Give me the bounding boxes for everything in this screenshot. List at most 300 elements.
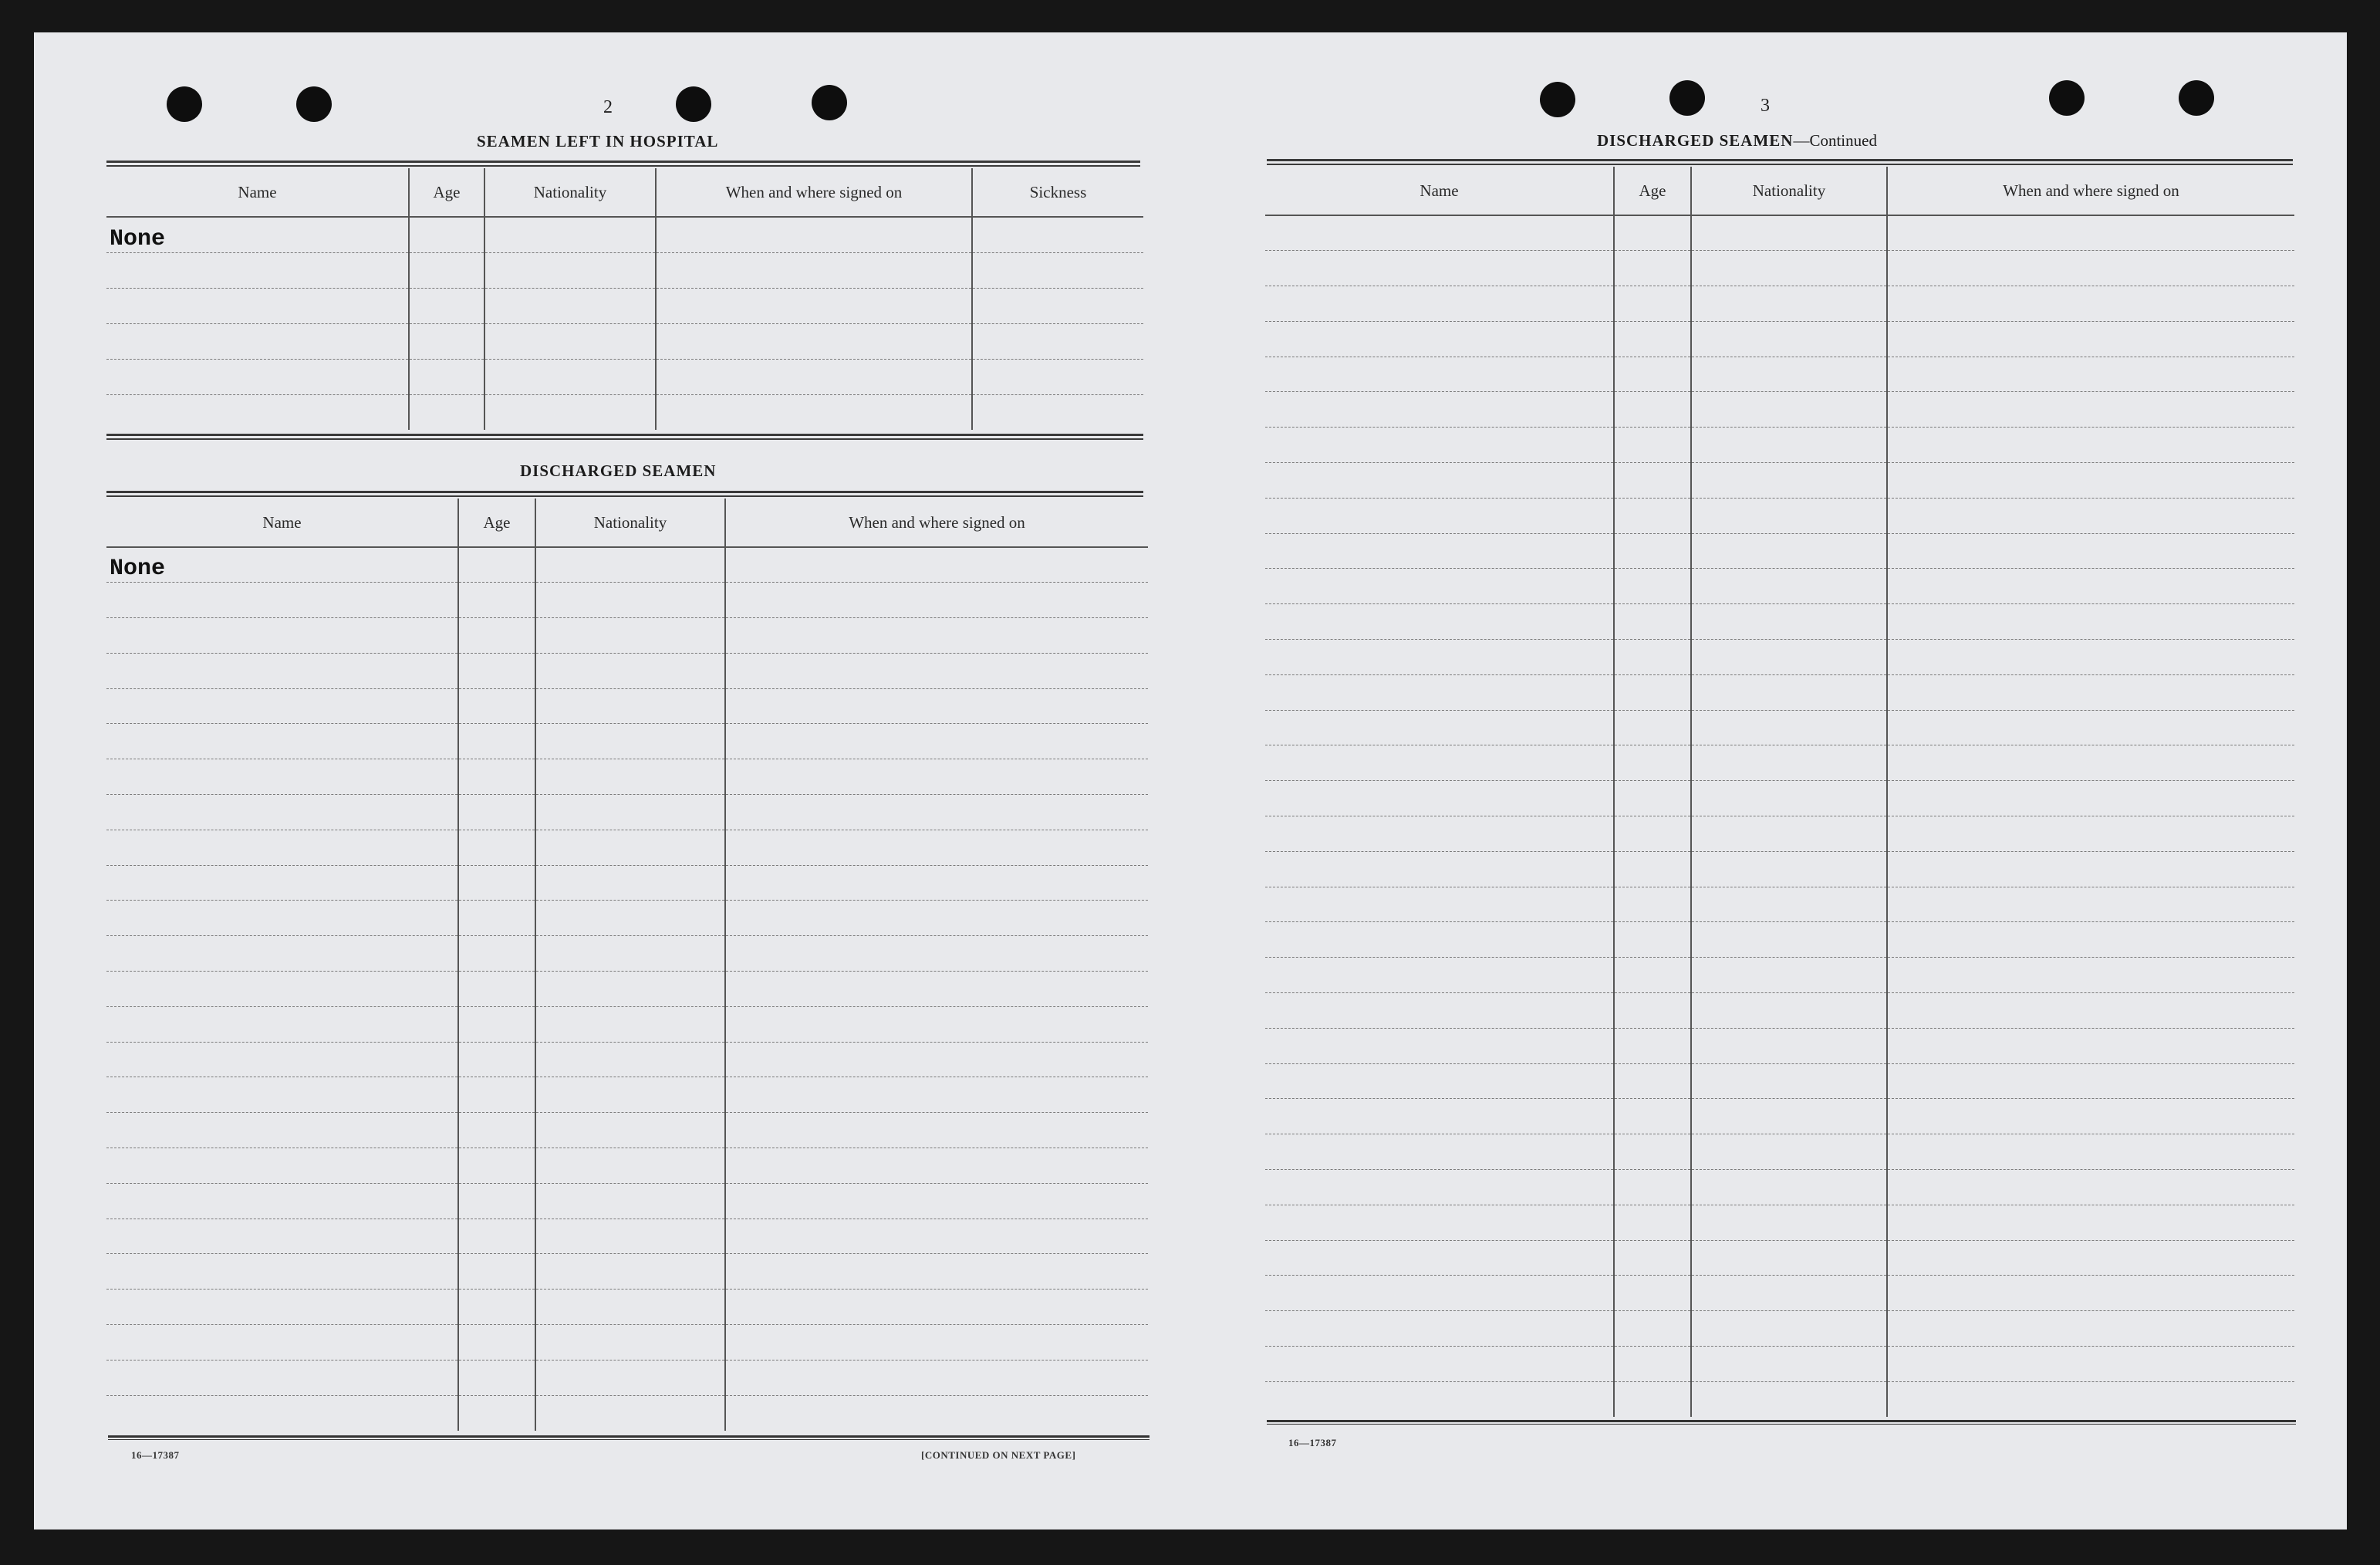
continued-row xyxy=(1265,781,2294,816)
continued-cell xyxy=(1614,816,1691,852)
discharged-cell xyxy=(458,1360,535,1395)
discharged-column-header: Age xyxy=(458,499,535,547)
continued-cell xyxy=(1691,533,1887,569)
discharged-cell xyxy=(106,583,458,618)
document-sheet xyxy=(34,32,2347,1530)
discharged-cell xyxy=(458,1042,535,1077)
continued-cell xyxy=(1614,781,1691,816)
discharged-cell xyxy=(535,1148,725,1184)
punch-hole xyxy=(2179,80,2214,116)
hospital-bottom-rule xyxy=(106,434,1143,440)
discharged-row xyxy=(106,547,1148,583)
discharged-cell xyxy=(458,1113,535,1148)
continued-cell xyxy=(1887,922,2294,958)
form-code-left: 16—17387 xyxy=(131,1449,180,1461)
continued-cell xyxy=(1265,251,1614,286)
continued-row xyxy=(1265,392,2294,428)
continued-cell xyxy=(1614,392,1691,428)
discharged-cell xyxy=(458,653,535,688)
continued-row xyxy=(1265,251,2294,286)
continued-cell xyxy=(1887,569,2294,604)
hospital-cell xyxy=(409,217,484,252)
discharged-cell xyxy=(535,865,725,901)
discharged-cell xyxy=(725,724,1148,759)
discharged-cell xyxy=(725,1360,1148,1395)
discharged-cell xyxy=(458,1395,535,1431)
continued-cell xyxy=(1691,463,1887,499)
continued-row xyxy=(1265,428,2294,463)
discharged-cell xyxy=(458,1077,535,1113)
continued-cell xyxy=(1691,498,1887,533)
discharged-cell xyxy=(106,972,458,1007)
continued-cell xyxy=(1265,710,1614,745)
discharged-cell xyxy=(106,653,458,688)
hospital-row xyxy=(106,359,1143,394)
hospital-row xyxy=(106,323,1143,359)
continued-row xyxy=(1265,674,2294,710)
discharged-row xyxy=(106,724,1148,759)
continued-row xyxy=(1265,463,2294,499)
discharged-cell xyxy=(535,901,725,936)
continued-cell xyxy=(1887,251,2294,286)
continued-cell xyxy=(1265,321,1614,357)
continued-column-header: When and where signed on xyxy=(1887,167,2294,215)
continued-row xyxy=(1265,1347,2294,1382)
discharged-cell xyxy=(535,1183,725,1219)
continued-row xyxy=(1265,1170,2294,1205)
punch-hole xyxy=(812,85,847,120)
continued-table xyxy=(1265,167,2294,1417)
hospital-header-row xyxy=(106,168,1143,217)
discharged-cell xyxy=(535,547,725,583)
continued-cell xyxy=(1265,851,1614,887)
continued-cell xyxy=(1265,533,1614,569)
discharged-column-header: Nationality xyxy=(535,499,725,547)
hospital-cell xyxy=(484,252,656,288)
continued-cell xyxy=(1265,1028,1614,1063)
discharged-cell xyxy=(106,1183,458,1219)
discharged-cell xyxy=(725,1254,1148,1290)
hospital-cell xyxy=(972,217,1143,252)
continued-cell xyxy=(1691,392,1887,428)
hospital-cell xyxy=(409,394,484,430)
hospital-column-header: Sickness xyxy=(972,168,1143,217)
discharged-cell xyxy=(725,1325,1148,1361)
discharged-cell xyxy=(106,1042,458,1077)
continued-row xyxy=(1265,215,2294,251)
continued-cell xyxy=(1614,286,1691,322)
continued-section-heading xyxy=(1597,131,1877,150)
discharged-cell xyxy=(535,1325,725,1361)
discharged-cell xyxy=(458,795,535,830)
continued-row xyxy=(1265,816,2294,852)
continued-cell xyxy=(1691,569,1887,604)
discharged-cell xyxy=(106,1325,458,1361)
discharged-cell xyxy=(458,1006,535,1042)
discharged-row xyxy=(106,1042,1148,1077)
hospital-cell xyxy=(656,394,972,430)
continued-cell xyxy=(1691,251,1887,286)
discharged-cell xyxy=(725,936,1148,972)
hospital-cell xyxy=(484,217,656,252)
discharged-cell xyxy=(106,830,458,865)
discharged-bottom-rule xyxy=(108,1435,1149,1440)
discharged-row xyxy=(106,865,1148,901)
continued-cell xyxy=(1887,1028,2294,1063)
discharged-row xyxy=(106,653,1148,688)
continued-cell xyxy=(1265,1170,1614,1205)
discharged-cell xyxy=(106,795,458,830)
form-code-right: 16—17387 xyxy=(1288,1437,1337,1448)
continued-cell xyxy=(1614,745,1691,781)
discharged-cell xyxy=(106,688,458,724)
hospital-cell xyxy=(972,323,1143,359)
discharged-cell xyxy=(535,1254,725,1290)
continued-cell xyxy=(1691,1240,1887,1276)
continued-cell xyxy=(1887,745,2294,781)
continued-row xyxy=(1265,922,2294,958)
continued-cell xyxy=(1691,958,1887,993)
continued-cell xyxy=(1614,1028,1691,1063)
continued-cell xyxy=(1691,1099,1887,1134)
continued-row xyxy=(1265,1134,2294,1170)
continued-row xyxy=(1265,745,2294,781)
discharged-cell xyxy=(535,1395,725,1431)
continued-cell xyxy=(1614,428,1691,463)
continued-cell xyxy=(1887,674,2294,710)
discharged-cell xyxy=(535,1219,725,1254)
discharged-row xyxy=(106,1148,1148,1184)
discharged-cell xyxy=(458,618,535,654)
continued-row xyxy=(1265,1381,2294,1417)
continued-row xyxy=(1265,357,2294,392)
continued-header-row xyxy=(1265,167,2294,215)
continued-cell xyxy=(1887,640,2294,675)
continued-cell xyxy=(1691,710,1887,745)
discharged-cell xyxy=(535,830,725,865)
discharged-row xyxy=(106,1325,1148,1361)
hospital-column-header: When and where signed on xyxy=(656,168,972,217)
continued-cell xyxy=(1265,1347,1614,1382)
discharged-cell xyxy=(535,936,725,972)
hospital-cell xyxy=(972,288,1143,323)
discharged-cell xyxy=(725,1395,1148,1431)
discharged-row xyxy=(106,936,1148,972)
discharged-cell xyxy=(458,1148,535,1184)
discharged-cell xyxy=(725,1006,1148,1042)
continued-row xyxy=(1265,1205,2294,1240)
discharged-table xyxy=(106,499,1148,1431)
continued-cell xyxy=(1614,993,1691,1029)
punch-hole xyxy=(296,86,332,122)
discharged-cell xyxy=(458,688,535,724)
continued-cell xyxy=(1614,251,1691,286)
discharged-cell xyxy=(106,1254,458,1290)
discharged-cell xyxy=(106,1148,458,1184)
hospital-cell xyxy=(409,252,484,288)
continued-cell xyxy=(1614,533,1691,569)
discharged-cell xyxy=(458,901,535,936)
continued-top-rule xyxy=(1267,159,2293,165)
discharged-cell: None xyxy=(106,547,458,583)
discharged-cell xyxy=(725,972,1148,1007)
continued-cell xyxy=(1265,640,1614,675)
hospital-cell xyxy=(656,288,972,323)
continued-cell xyxy=(1691,922,1887,958)
hospital-cell xyxy=(484,288,656,323)
discharged-header-row xyxy=(106,499,1148,547)
continued-column-header: Age xyxy=(1614,167,1691,215)
continued-cell xyxy=(1614,674,1691,710)
continued-cell xyxy=(1265,745,1614,781)
discharged-row xyxy=(106,1077,1148,1113)
continued-cell xyxy=(1887,428,2294,463)
continued-cell xyxy=(1265,1276,1614,1311)
continued-cell xyxy=(1614,1205,1691,1240)
continued-cell xyxy=(1887,851,2294,887)
continued-cell xyxy=(1691,887,1887,922)
hospital-cell xyxy=(656,359,972,394)
discharged-cell xyxy=(106,1077,458,1113)
punch-hole xyxy=(1540,82,1575,117)
continued-row xyxy=(1265,958,2294,993)
discharged-cell xyxy=(106,1360,458,1395)
discharged-cell xyxy=(725,1183,1148,1219)
continued-row xyxy=(1265,1276,2294,1311)
continued-cell xyxy=(1887,463,2294,499)
discharged-cell xyxy=(535,1006,725,1042)
continued-row xyxy=(1265,1063,2294,1099)
discharged-cell xyxy=(458,972,535,1007)
discharged-cell xyxy=(725,1077,1148,1113)
discharged-cell xyxy=(106,1006,458,1042)
continued-cell xyxy=(1887,1347,2294,1382)
discharged-top-rule xyxy=(106,491,1143,497)
discharged-cell xyxy=(458,830,535,865)
discharged-row xyxy=(106,1290,1148,1325)
continued-cell xyxy=(1265,604,1614,640)
continued-cell xyxy=(1265,463,1614,499)
continued-heading-suffix: —Continued xyxy=(1793,131,1877,150)
continued-cell xyxy=(1691,1276,1887,1311)
discharged-cell xyxy=(458,583,535,618)
page-number-right: 3 xyxy=(1761,96,1770,116)
continued-cell xyxy=(1614,569,1691,604)
continued-cell xyxy=(1887,958,2294,993)
continued-cell xyxy=(1691,1063,1887,1099)
discharged-cell xyxy=(106,1395,458,1431)
discharged-cell xyxy=(725,1290,1148,1325)
continued-cell xyxy=(1265,1099,1614,1134)
discharged-row xyxy=(106,1113,1148,1148)
continued-cell xyxy=(1265,569,1614,604)
hospital-cell xyxy=(409,359,484,394)
discharged-cell xyxy=(535,1360,725,1395)
continued-cell xyxy=(1614,710,1691,745)
continued-cell xyxy=(1614,321,1691,357)
discharged-cell xyxy=(725,547,1148,583)
hospital-cell xyxy=(106,394,409,430)
punch-hole xyxy=(167,86,202,122)
continued-row xyxy=(1265,533,2294,569)
hospital-section-heading: SEAMEN LEFT IN HOSPITAL xyxy=(477,132,719,150)
continued-cell xyxy=(1887,321,2294,357)
punch-hole xyxy=(676,86,711,122)
continued-cell xyxy=(1691,851,1887,887)
discharged-cell xyxy=(535,795,725,830)
continued-cell xyxy=(1614,1381,1691,1417)
continued-row xyxy=(1265,286,2294,322)
discharged-cell xyxy=(725,759,1148,795)
continued-cell xyxy=(1614,640,1691,675)
hospital-cell xyxy=(656,217,972,252)
discharged-cell xyxy=(106,936,458,972)
continued-cell xyxy=(1691,640,1887,675)
continued-row xyxy=(1265,1028,2294,1063)
hospital-cell xyxy=(972,394,1143,430)
continued-cell xyxy=(1265,215,1614,251)
discharged-cell xyxy=(535,583,725,618)
discharged-cell xyxy=(106,1290,458,1325)
hospital-cell xyxy=(409,288,484,323)
continued-cell xyxy=(1887,1311,2294,1347)
discharged-cell xyxy=(106,901,458,936)
discharged-cell xyxy=(458,724,535,759)
continued-column-header: Nationality xyxy=(1691,167,1887,215)
continued-cell xyxy=(1614,498,1691,533)
continued-cell xyxy=(1691,1311,1887,1347)
continued-cell xyxy=(1265,1381,1614,1417)
continued-cell xyxy=(1265,428,1614,463)
discharged-cell xyxy=(725,583,1148,618)
discharged-cell xyxy=(535,1042,725,1077)
hospital-table xyxy=(106,168,1143,430)
hospital-row xyxy=(106,252,1143,288)
continued-cell xyxy=(1614,215,1691,251)
hospital-row xyxy=(106,217,1143,252)
continued-cell xyxy=(1691,1028,1887,1063)
discharged-column-header: When and where signed on xyxy=(725,499,1148,547)
continued-row xyxy=(1265,569,2294,604)
continued-cell xyxy=(1614,887,1691,922)
continued-row xyxy=(1265,1099,2294,1134)
discharged-row xyxy=(106,1219,1148,1254)
discharged-row xyxy=(106,795,1148,830)
hospital-column-header: Name xyxy=(106,168,409,217)
discharged-row xyxy=(106,759,1148,795)
discharged-cell xyxy=(106,1219,458,1254)
continued-cell xyxy=(1265,357,1614,392)
hospital-cell xyxy=(484,394,656,430)
continued-cell xyxy=(1887,710,2294,745)
continued-cell xyxy=(1691,357,1887,392)
continued-cell xyxy=(1691,1347,1887,1382)
continued-cell xyxy=(1887,286,2294,322)
continued-cell xyxy=(1887,357,2294,392)
page-number-left: 2 xyxy=(603,97,613,117)
discharged-cell xyxy=(458,1325,535,1361)
discharged-row xyxy=(106,901,1148,936)
continued-cell xyxy=(1614,604,1691,640)
discharged-cell xyxy=(106,1113,458,1148)
continued-row xyxy=(1265,604,2294,640)
continued-cell xyxy=(1691,993,1887,1029)
hospital-cell xyxy=(656,252,972,288)
continued-cell xyxy=(1614,357,1691,392)
hospital-cell xyxy=(484,323,656,359)
continued-cell xyxy=(1887,887,2294,922)
continued-cell xyxy=(1265,993,1614,1029)
continued-cell xyxy=(1265,1240,1614,1276)
discharged-cell xyxy=(458,1183,535,1219)
discharged-cell xyxy=(458,865,535,901)
continued-heading-title: DISCHARGED SEAMEN xyxy=(1597,131,1794,150)
discharged-cell xyxy=(458,759,535,795)
discharged-cell xyxy=(725,1042,1148,1077)
discharged-cell xyxy=(535,1290,725,1325)
hospital-column-header: Nationality xyxy=(484,168,656,217)
continued-cell xyxy=(1614,1134,1691,1170)
discharged-cell xyxy=(458,1219,535,1254)
discharged-cell xyxy=(725,830,1148,865)
continued-cell xyxy=(1691,1134,1887,1170)
discharged-cell xyxy=(106,865,458,901)
continued-cell xyxy=(1691,428,1887,463)
discharged-cell xyxy=(106,618,458,654)
discharged-cell xyxy=(535,653,725,688)
continued-cell xyxy=(1614,1099,1691,1134)
hospital-cell xyxy=(409,323,484,359)
discharged-cell xyxy=(458,936,535,972)
continued-cell xyxy=(1614,1347,1691,1382)
discharged-cell xyxy=(106,724,458,759)
punch-hole xyxy=(1669,80,1705,116)
discharged-row xyxy=(106,1183,1148,1219)
discharged-row xyxy=(106,583,1148,618)
discharged-cell xyxy=(535,1113,725,1148)
continued-row xyxy=(1265,887,2294,922)
continued-cell xyxy=(1614,1170,1691,1205)
continued-cell xyxy=(1691,1205,1887,1240)
discharged-cell xyxy=(725,653,1148,688)
continued-row xyxy=(1265,1240,2294,1276)
continued-cell xyxy=(1887,816,2294,852)
discharged-cell xyxy=(725,1148,1148,1184)
discharged-row xyxy=(106,830,1148,865)
continued-cell xyxy=(1887,1099,2294,1134)
discharged-cell xyxy=(535,618,725,654)
discharged-cell xyxy=(535,724,725,759)
continued-cell xyxy=(1265,1205,1614,1240)
continued-cell xyxy=(1887,533,2294,569)
continued-row xyxy=(1265,851,2294,887)
continued-cell xyxy=(1887,215,2294,251)
continued-cell xyxy=(1691,781,1887,816)
hospital-cell xyxy=(972,252,1143,288)
discharged-row xyxy=(106,1254,1148,1290)
continued-cell xyxy=(1691,674,1887,710)
continued-cell xyxy=(1887,781,2294,816)
discharged-cell xyxy=(725,618,1148,654)
continued-cell xyxy=(1265,674,1614,710)
continued-cell xyxy=(1887,392,2294,428)
discharged-cell xyxy=(458,1254,535,1290)
continued-cell xyxy=(1887,1205,2294,1240)
continued-cell xyxy=(1691,745,1887,781)
continued-cell xyxy=(1265,922,1614,958)
continued-cell xyxy=(1887,1381,2294,1417)
continued-cell xyxy=(1614,851,1691,887)
